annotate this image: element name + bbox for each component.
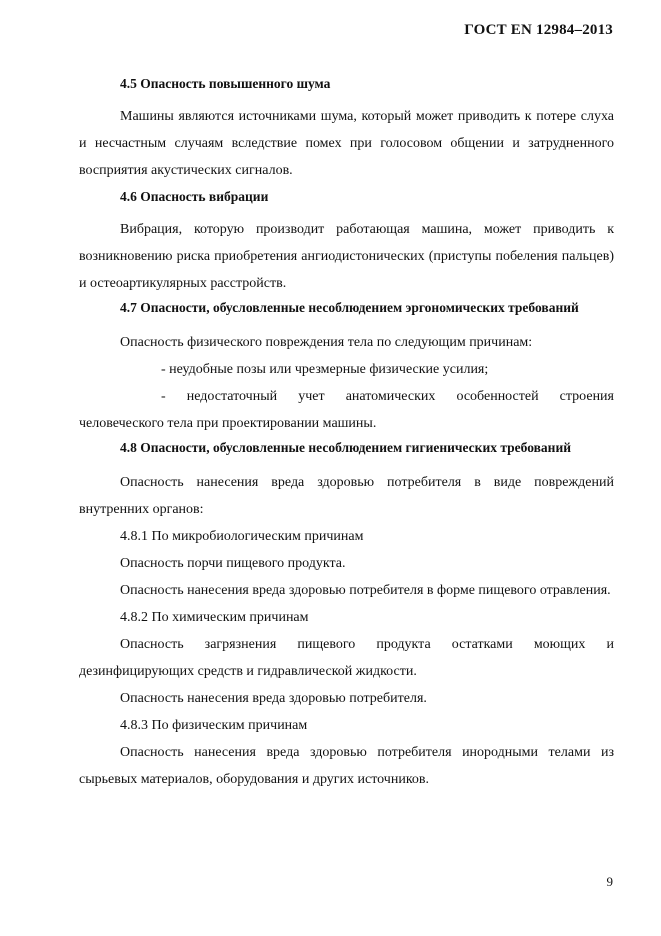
section-4-8-heading: 4.8 Опасности, обусловленные несоблюдением гигиенических требований xyxy=(120,440,572,455)
section-4-7-intro: Опасность физического повреждения тела по следующим причинам: xyxy=(120,335,533,350)
section-4-8-intro: Опасность нанесения вреда здоровью потребителя в виде повреждений внутренних органов: xyxy=(79,475,614,517)
section-4-7-heading: 4.7 Опасности, обусловленные несоблюдением эргономических требований xyxy=(120,300,579,315)
section-4-6-text: Вибрация, которую производит работающая машина, может приводить к возникновению риска приобретения ангиодистонических (приступы побеления пальцев) и остеоартикулярных расстройств. xyxy=(79,222,614,291)
subsection-4-8-1-title: 4.8.1 По микробиологическим причинам xyxy=(120,529,364,544)
page-number: 9 xyxy=(606,874,613,889)
document-code: ГОСТ EN 12984–2013 xyxy=(464,22,613,38)
section-4-6-heading: 4.6 Опасность вибрации xyxy=(120,189,269,204)
section-4-5-heading: 4.5 Опасность повышенного шума xyxy=(120,76,331,91)
section-4-7-item: - неудобные позы или чрезмерные физические усилия; xyxy=(161,362,489,377)
page-content xyxy=(79,75,614,793)
subsection-4-8-1-text: Опасность порчи пищевого продукта. xyxy=(120,556,346,571)
section-4-5-text: Машины являются источниками шума, который может приводить к потере слуха и несчастным случаям вследствие помех при голосовом общении и затрудненного восприятия акустических сигналов. xyxy=(79,109,614,178)
subsection-4-8-1-text: Опасность нанесения вреда здоровью потребителя в форме пищевого отравления. xyxy=(120,583,611,598)
subsection-4-8-2-title: 4.8.2 По химическим причинам xyxy=(120,610,309,625)
subsection-4-8-2-text: Опасность загрязнения пищевого продукта остатками моющих и дезинфицирующих средств и гидравлической жидкости. xyxy=(79,637,614,679)
subsection-4-8-3-text: Опасность нанесения вреда здоровью потребителя инородными телами из сырьевых материалов, оборудования и других источников. xyxy=(79,745,614,787)
section-4-7-item: - недостаточный учет анатомических особенностей строения человеческого тела при проектировании машины. xyxy=(79,389,614,431)
subsection-4-8-2-text: Опасность нанесения вреда здоровью потребителя. xyxy=(120,691,427,706)
subsection-4-8-3-title: 4.8.3 По физическим причинам xyxy=(120,718,308,733)
